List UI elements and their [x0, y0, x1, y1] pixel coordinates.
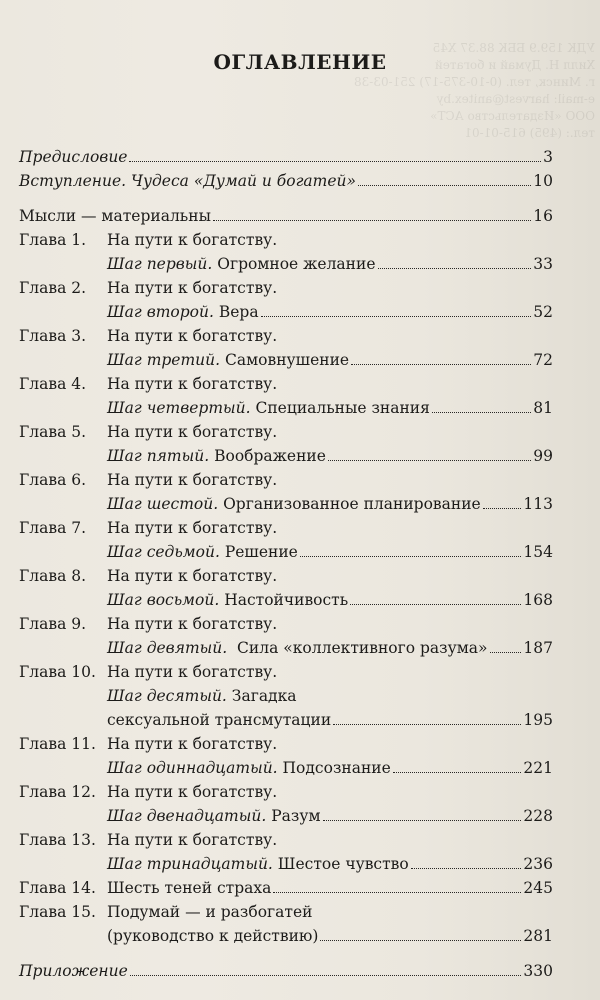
chapter-heading[interactable]	[19, 423, 553, 447]
page-number: 33	[533, 255, 553, 273]
chapter-continuation[interactable]	[19, 711, 553, 735]
chapter-subtitle: Настойчивость	[219, 591, 349, 609]
chapter-subline[interactable]	[19, 687, 553, 711]
chapter-number: Глава 8.	[19, 567, 87, 585]
chapter-step: Шаг второй.	[107, 303, 214, 321]
chapter-number: Глава 4.	[19, 375, 87, 393]
page-number: 113	[523, 495, 553, 513]
dot-leader	[432, 412, 531, 413]
dot-leader	[393, 772, 522, 773]
chapter-subtitle: Воображение	[209, 447, 326, 465]
dot-leader	[323, 820, 522, 821]
dot-leader	[213, 220, 531, 221]
chapter-heading[interactable]	[19, 903, 553, 927]
chapter-number: Глава 10.	[19, 663, 96, 681]
page-number: 16	[533, 207, 553, 225]
chapter-number: Глава 3.	[19, 327, 87, 345]
chapter-heading[interactable]	[19, 783, 553, 807]
chapter-number: Глава 1.	[19, 231, 87, 249]
chapter-subline[interactable]	[19, 591, 553, 615]
dot-leader	[130, 975, 522, 976]
chapter-subline[interactable]	[19, 807, 553, 831]
chapter-number: Глава 6.	[19, 471, 87, 489]
chapter-subtitle: Загадка	[226, 687, 297, 705]
chapter-number: Глава 12.	[19, 783, 96, 801]
chapter-step: Шаг шестой.	[107, 495, 219, 513]
page-number: 81	[533, 399, 553, 417]
dot-leader	[129, 161, 541, 162]
chapter-subtitle: Разум	[266, 807, 321, 825]
chapter-subtitle: Огромное желание	[212, 255, 376, 273]
chapter-heading[interactable]	[19, 471, 553, 495]
toc-entry-label: Приложение	[19, 962, 128, 980]
chapter-title: На пути к богатству.	[107, 231, 278, 249]
dot-leader	[411, 868, 522, 869]
toc-entry-label: Предисловие	[19, 148, 128, 166]
chapter-number: Глава 5.	[19, 423, 87, 441]
chapter-step: Шаг одиннадцатый.	[107, 759, 278, 777]
chapter-title: На пути к богатству.	[107, 327, 278, 345]
toc-entry-label: Мысли — материальны	[19, 207, 211, 225]
dot-leader	[483, 508, 522, 509]
chapter-subtitle: Сила «коллективного разума»	[227, 639, 488, 657]
bleed-line: г. Минск, тел. (0-10-375-17) 251-03-38	[353, 75, 595, 89]
chapter-subtitle: Подсознание	[277, 759, 391, 777]
dot-leader	[300, 556, 522, 557]
dot-leader	[320, 940, 521, 941]
dot-leader	[351, 364, 531, 365]
chapter-title: На пути к богатству.	[107, 615, 278, 633]
chapter-heading[interactable]	[19, 663, 553, 687]
dot-leader	[261, 316, 532, 317]
chapter-subtitle: Шестое чувство	[272, 855, 409, 873]
chapter-subtitle: Решение	[219, 543, 298, 561]
chapter-number: Глава 13.	[19, 831, 96, 849]
dot-leader	[490, 652, 522, 653]
chapter-number: Глава 2.	[19, 279, 87, 297]
page-number: 281	[523, 927, 553, 945]
chapter-subline[interactable]	[19, 639, 553, 663]
dot-leader	[328, 460, 531, 461]
chapter-subline[interactable]	[19, 759, 553, 783]
chapter-subline[interactable]	[19, 855, 553, 879]
chapter-heading[interactable]	[19, 279, 553, 303]
page-number: 187	[523, 639, 553, 657]
bleed-line: УДК 159.9 ББК 88.37 Х45	[432, 41, 595, 55]
chapter-subline[interactable]	[19, 255, 553, 279]
toc-entry-appendix[interactable]	[19, 962, 553, 986]
bleed-line: ООО «Издательство АСТ»	[430, 109, 595, 123]
chapter-number: Глава 15.	[19, 903, 96, 921]
dot-leader	[350, 604, 521, 605]
chapter-heading[interactable]	[19, 735, 553, 759]
chapter-step: Шаг двенадцатый.	[107, 807, 267, 825]
chapter-subtitle: Специальные знания	[250, 399, 430, 417]
chapter-step: Шаг девятый.	[107, 639, 228, 657]
chapter-title: На пути к богатству.	[107, 783, 278, 801]
page-number: 245	[523, 879, 553, 897]
chapter-subline[interactable]	[19, 543, 553, 567]
chapter-step: Шаг первый.	[107, 255, 213, 273]
chapter-step: Шаг тринадцатый.	[107, 855, 273, 873]
chapter-title: На пути к богатству.	[107, 735, 278, 753]
chapter-heading[interactable]	[19, 831, 553, 855]
dot-leader	[378, 268, 532, 269]
page-number: 168	[523, 591, 553, 609]
dot-leader	[273, 892, 521, 893]
bleed-line: Хилл Н. Думай и богатей	[434, 58, 595, 72]
chapter-number: Глава 14.	[19, 879, 96, 897]
chapter-title: На пути к богатству.	[107, 279, 278, 297]
page-number: 99	[533, 447, 553, 465]
chapter-subline[interactable]	[19, 303, 553, 327]
chapter-heading[interactable]	[19, 375, 553, 399]
bleed-line: e-mail: harvest@anitex.by	[436, 92, 595, 106]
chapter-title: На пути к богатству.	[107, 375, 278, 393]
chapter-subtitle: Самовнушение	[220, 351, 350, 369]
chapter-title: На пути к богатству.	[107, 663, 278, 681]
chapter-title: На пути к богатству.	[107, 567, 278, 585]
chapter-heading[interactable]	[19, 567, 553, 591]
toc-entry-introduction[interactable]	[19, 172, 553, 196]
chapter-subtitle: Вера	[213, 303, 259, 321]
chapter-title: Шесть теней страха	[107, 879, 272, 897]
page-number: 154	[523, 543, 553, 561]
toc-entry-label: Вступление. Чудеса «Думай и богатей»	[19, 172, 357, 190]
chapter-subtitle-continued: сексуальной трансмутации	[107, 711, 332, 729]
chapter-number: Глава 9.	[19, 615, 87, 633]
bleed-line: тел.: (495) 615-01-01	[464, 126, 595, 140]
chapter-subline[interactable]	[19, 447, 553, 471]
toc-entry-preface[interactable]	[19, 148, 553, 172]
chapter-heading[interactable]	[19, 615, 553, 639]
chapter-step: Шаг третий.	[107, 351, 221, 369]
chapter-step: Шаг десятый.	[107, 687, 227, 705]
page-number: 236	[523, 855, 553, 873]
spacer	[19, 951, 553, 962]
table-of-contents	[19, 148, 553, 986]
chapter-step: Шаг седьмой.	[107, 543, 220, 561]
chapter-number: Глава 11.	[19, 735, 96, 753]
chapter-heading[interactable]	[19, 327, 553, 351]
page-number: 221	[523, 759, 553, 777]
chapter-subline[interactable]	[19, 495, 553, 519]
chapter-title: На пути к богатству.	[107, 423, 278, 441]
chapter-heading[interactable]	[19, 231, 553, 255]
dot-leader	[358, 185, 531, 186]
chapter-heading[interactable]	[19, 879, 553, 903]
chapter-title: На пути к богатству.	[107, 519, 278, 537]
chapter-subtitle-continued: (руководство к действию)	[107, 927, 319, 945]
page-number: 72	[533, 351, 553, 369]
page-number: 10	[533, 172, 553, 190]
toc-entry-thoughts[interactable]	[19, 207, 553, 231]
chapter-title: На пути к богатству.	[107, 831, 278, 849]
page-number: 52	[533, 303, 553, 321]
chapter-heading[interactable]	[19, 519, 553, 543]
chapter-title: На пути к богатству.	[107, 471, 278, 489]
spacer	[19, 196, 553, 207]
chapter-subline[interactable]	[19, 399, 553, 423]
page-number: 3	[543, 148, 553, 166]
page-number: 228	[523, 807, 553, 825]
page-number: 330	[523, 962, 553, 980]
chapter-step: Шаг пятый.	[107, 447, 210, 465]
chapter-continuation[interactable]	[19, 927, 553, 951]
chapter-subtitle: Организованное планирование	[218, 495, 481, 513]
page-title: ОГЛАВЛЕНИЕ	[213, 50, 387, 74]
chapter-subline[interactable]	[19, 351, 553, 375]
chapter-title: Подумай — и разбогатей	[107, 903, 313, 921]
chapter-step: Шаг восьмой.	[107, 591, 220, 609]
page-number: 195	[523, 711, 553, 729]
chapter-number: Глава 7.	[19, 519, 87, 537]
dot-leader	[333, 724, 521, 725]
chapter-step: Шаг четвертый.	[107, 399, 251, 417]
